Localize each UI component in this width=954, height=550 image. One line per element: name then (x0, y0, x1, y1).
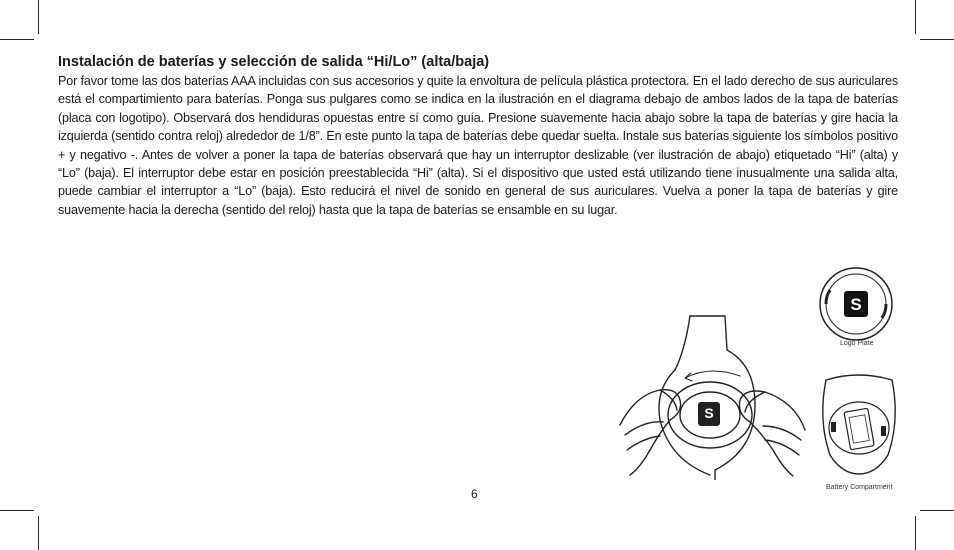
instructions-section (58, 53, 898, 219)
crop-mark (915, 516, 916, 550)
crop-mark (38, 0, 39, 34)
crop-mark (38, 516, 39, 550)
crop-mark (0, 39, 34, 40)
section-title: Instalación de baterías y selección de salida “Hi/Lo” (alta/baja) (58, 54, 490, 70)
crop-mark (915, 0, 916, 34)
hands-removing-cap-illustration (615, 310, 815, 480)
svg-text:S: S (704, 405, 714, 421)
section-body: Por favor tome las dos baterías AAA incluidas con sus accesorios y quite la envoltura de película plástica protectora. En el lado derecho de sus auriculares está el compartimiento para baterías. Ponga sus pulgares como se indica en la ilustración en el diagrama debajo de ambos lados de la tapa de baterías (placa con logotipo). Observará dos hendiduras opuestas entre sí como guía. Presione suavemente hacia abajo sobre la tapa de baterías y gire hacia la izquierda (sentido contra reloj) alrededor de 1/8”. En este punto la tapa de baterías debe quedar suelta. Instale sus baterías siguiente los símbolos positivo + y negativo -. Antes de volver a poner la tapa de baterías observará que hay un interruptor deslizable (ver ilustración de abajo) etiquetado “Hi” (alta) y “Lo” (baja). El interruptor debe estar en posición preestablecida “Hi” (alta). Si el dispositivo que usted está utilizando tiene inusualmente una salida alta, puede cambiar el interruptor a “Lo” (baja). Esto reducirá el nivel de sonido en general de sus auriculares. Vuelva a poner la tapa de baterías y gire suavemente hacia la derecha (sentido del reloj) hasta que la tapa de baterías se ensamble en su lugar. (58, 74, 898, 217)
crop-mark (0, 510, 34, 511)
page-number: 6 (471, 487, 478, 501)
svg-text:S: S (850, 295, 862, 314)
logo-plate-caption: Logo Plate (840, 340, 874, 347)
crop-mark (920, 510, 954, 511)
logo-plate-illustration (818, 266, 894, 342)
battery-compartment-caption: Battery Compartment (826, 484, 893, 491)
crop-mark (920, 39, 954, 40)
battery-compartment-illustration (816, 370, 902, 480)
